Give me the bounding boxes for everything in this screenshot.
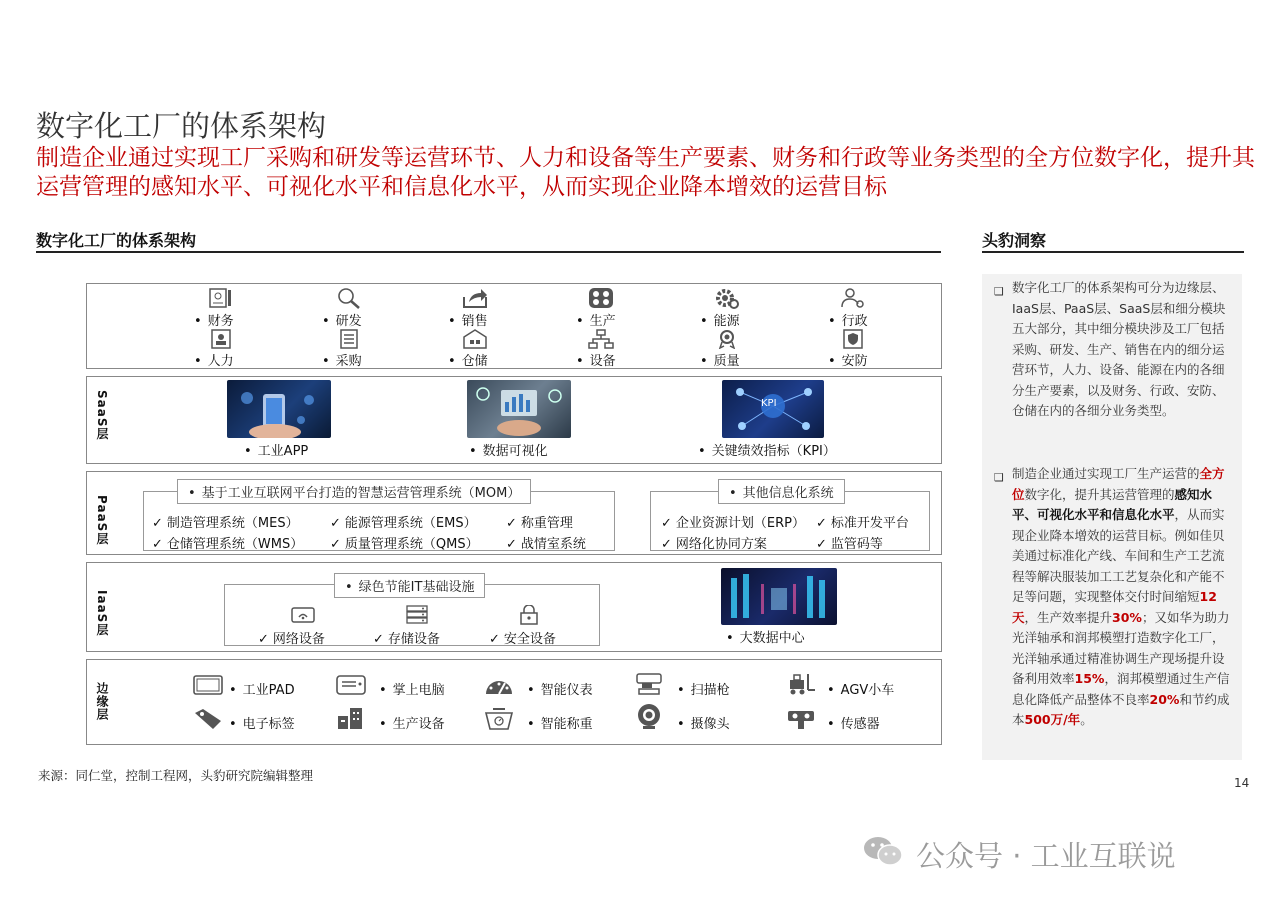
saas-kpi: • 关键绩效指标（KPI） [698,444,836,459]
research-icon [336,287,362,309]
industrial-app-image [227,380,331,438]
module-purchase: • 采购 [322,354,362,369]
module-security: • 安防 [828,354,868,369]
agv-icon [786,673,816,695]
page-title: 数字化工厂的体系架构 [36,109,327,143]
production-icon [588,287,614,309]
warehouse-icon [462,328,488,350]
edge-smart-weighing: • 智能称重 [527,717,593,732]
module-finance: • 财务 [194,314,234,329]
module-production: • 生产 [576,314,616,329]
other-erp: ✓ 企业资源计划（ERP） [661,516,805,531]
other-systems-title: • 其他信息化系统 [718,479,845,504]
infra-title: • 绿色节能IT基础设施 [334,573,485,598]
mom-wms: ✓ 仓储管理系统（WMS） [152,537,304,552]
module-sales: • 销售 [448,314,488,329]
mom-weighing: ✓ 称重管理 [506,516,573,531]
left-heading: 数字化工厂的体系架构 [36,231,197,250]
other-network-collab: ✓ 网络化协同方案 [661,537,767,552]
datacenter-label: • 大数据中心 [726,631,805,646]
other-supervision-code: ✓ 监管码等 [816,537,883,552]
equipment-icon [588,328,614,350]
mom-ems: ✓ 能源管理系统（EMS） [330,516,477,531]
quality-icon [714,328,740,350]
insight-paragraph-2: ❑ 制造企业通过实现工厂生产运营的全方位数字化，提升其运营管理的感知水平、可视化水平和信息化水平，从而实现企业降本增效的运营目标。例如佳贝美通过标准化产线、车间和生产工艺流程等解决服装加工工艺复杂化和产能不足等问题，实现整体交付时间缩短12天，生产效率提升30%；又如华为助力光洋轴承和润邦模塑打造数字化工厂，光洋轴承通过精准协调生产现场提升设备利用效率15%，润邦模塑通过生产信息化降低产品整体不良率20%和节约成本500万/年。 [994,466,1230,727]
infra-network: ✓ 网络设备 [258,632,325,647]
infra-security: ✓ 安全设备 [489,632,556,647]
module-equipment: • 设备 [576,354,616,369]
module-quality: • 质量 [700,354,740,369]
module-warehouse: • 仓储 [448,354,488,369]
right-heading: 头豹洞察 [982,231,1047,250]
edge-smart-meter: • 智能仪表 [527,683,593,698]
wechat-icon [862,834,904,868]
mom-mes: ✓ 制造管理系统（MES） [152,516,299,531]
module-research: • 研发 [322,314,362,329]
source-note: 来源：同仁堂，控制工程网，头豹研究院编辑整理 [38,768,314,783]
mom-qms: ✓ 质量管理系统（QMS） [330,537,479,552]
electronic-tag-icon [193,708,223,730]
saas-data-visualization: • 数据可视化 [469,444,548,459]
finance-icon [208,287,234,309]
left-heading-rule [36,251,941,253]
tablet-icon [193,674,223,696]
iaas-layer-label: IaaS层 [95,590,109,637]
datacenter-image [721,568,837,625]
edge-layer-label: 边缘层 [95,682,109,721]
edge-industrial-pad: • 工业PAD [229,683,295,698]
sensor-icon [786,708,816,730]
module-admin: • 行政 [828,314,868,329]
sales-icon [462,287,488,309]
purchase-icon [336,328,362,350]
data-visualization-image [467,380,571,438]
module-energy: • 能源 [700,314,740,329]
edge-handheld-computer: • 掌上电脑 [379,683,445,698]
storage-device-icon [404,604,430,626]
page-subtitle: 制造企业通过实现工厂采购和研发等运营环节、人力和设备等生产要素、财务和行政等业务类型的全方位数字化，提升其运营管理的感知水平、可视化水平和信息化水平，从而实现企业降本增效的运营目标 [36,145,1255,200]
kpi-image-text: KPI [761,398,777,409]
infra-storage: ✓ 存储设备 [373,632,440,647]
energy-icon [714,287,740,309]
right-heading-rule [982,251,1244,253]
checkbox-bullet-icon: ❑ [994,285,1004,298]
security-icon [840,328,866,350]
kpi-image [722,380,824,438]
paas-layer-label: PaaS层 [95,495,109,546]
edge-production-equipment: • 生产设备 [379,717,445,732]
page-number: 14 [1234,776,1250,790]
insight-panel [982,274,1242,760]
smart-weighing-icon [484,708,514,730]
module-hr: • 人力 [194,354,234,369]
production-equipment-icon [336,706,366,728]
saas-layer-label: SaaS层 [95,390,109,441]
handheld-computer-icon [336,674,366,696]
edge-electronic-tag: • 电子标签 [229,717,295,732]
mom-title: • 基于工业互联网平台打造的智慧运营管理系统（MOM） [177,479,531,504]
edge-agv: • AGV小车 [827,683,895,698]
edge-scanner-gun: • 扫描枪 [677,683,730,698]
saas-industrial-app: • 工业APP [244,444,309,459]
mom-war-room: ✓ 战情室系统 [506,537,586,552]
scanner-gun-icon [634,673,664,695]
insight-paragraph-1: ❑ 数字化工厂的体系架构可分为边缘层、IaaS层、PaaS层、SaaS层和细分模块五大部分，其中细分模块涉及工厂包括采购、研发、生产、销售在内的细分运营环节，人力、设备、能源在内的各细分生产要素，以及财务、行政、安防、仓储在内的各细分业务类型。 [994,280,1226,418]
admin-icon [840,287,866,309]
camera-icon [634,706,664,728]
edge-sensor: • 传感器 [827,717,880,732]
edge-camera: • 摄像头 [677,717,730,732]
other-standard-dev: ✓ 标准开发平台 [816,516,909,531]
network-device-icon [290,604,316,626]
smart-meter-icon [484,673,514,695]
watermark-text: 公众号 · 工业互联说 [916,839,1176,873]
checkbox-bullet-icon: ❑ [994,471,1004,484]
security-device-icon [516,604,542,626]
hr-icon [208,328,234,350]
